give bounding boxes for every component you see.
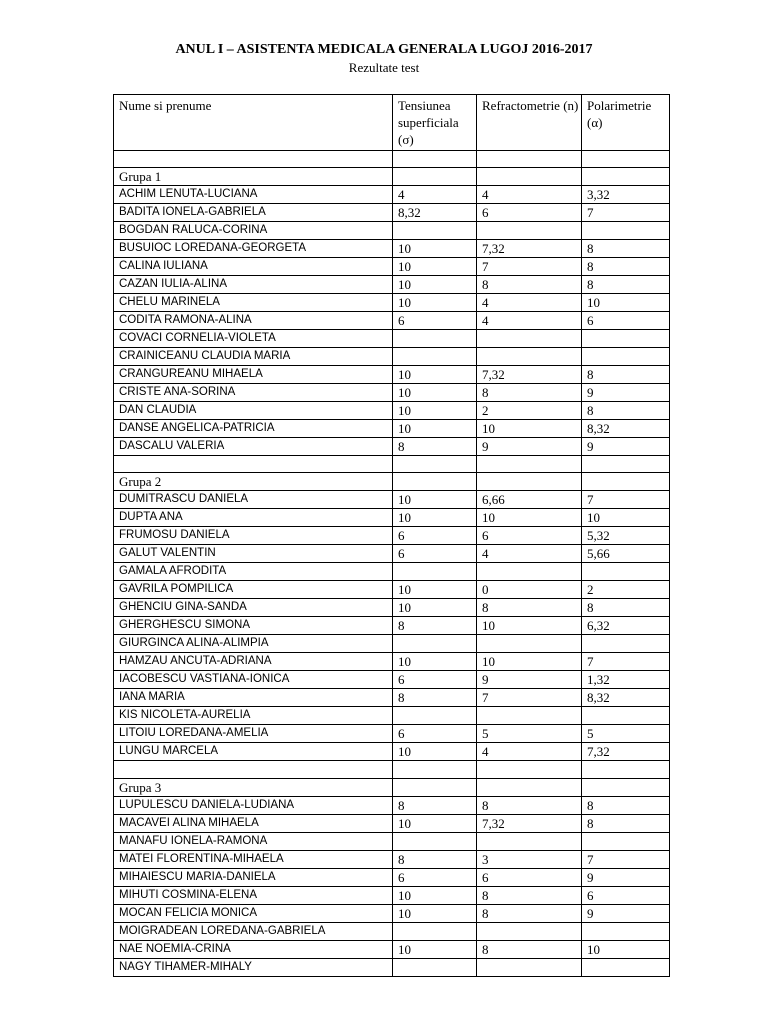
table-row	[114, 222, 670, 240]
surface-tension-cell	[393, 958, 477, 976]
name-cell: CHELU MARINELA	[114, 294, 393, 312]
name-cell: DUMITRASCU DANIELA	[114, 491, 393, 509]
name-cell: MIHUTI COSMINA-ELENA	[114, 886, 393, 904]
polarimetry-cell: 8	[582, 276, 670, 294]
polarimetry-cell: 10	[582, 294, 670, 312]
table-row	[114, 922, 670, 940]
surface-tension-cell	[393, 778, 477, 796]
refractometry-cell	[477, 473, 582, 491]
refractometry-cell: 2	[477, 402, 582, 420]
polarimetry-cell: 5,32	[582, 527, 670, 545]
refractometry-cell: 10	[477, 653, 582, 671]
group-label: Grupa 2	[114, 473, 393, 491]
name-cell: CRAINICEANU CLAUDIA MARIA	[114, 348, 393, 366]
surface-tension-cell: 8	[393, 438, 477, 456]
refractometry-cell: 5	[477, 725, 582, 743]
group-header-row	[114, 778, 670, 796]
surface-tension-cell: 10	[393, 294, 477, 312]
polarimetry-cell: 10	[582, 509, 670, 527]
table-row	[114, 814, 670, 832]
surface-tension-cell	[393, 348, 477, 366]
polarimetry-cell: 7	[582, 491, 670, 509]
polarimetry-cell: 7	[582, 653, 670, 671]
refractometry-cell: 8	[477, 904, 582, 922]
surface-tension-cell: 10	[393, 940, 477, 958]
refractometry-cell: 8	[477, 796, 582, 814]
refractometry-cell	[477, 151, 582, 168]
polarimetry-cell: 1,32	[582, 671, 670, 689]
refractometry-cell	[477, 707, 582, 725]
table-row	[114, 240, 670, 258]
group-header-row	[114, 168, 670, 186]
name-cell: CRISTE ANA-SORINA	[114, 384, 393, 402]
name-cell: MOCAN FELICIA MONICA	[114, 904, 393, 922]
name-cell: KIS NICOLETA-AURELIA	[114, 707, 393, 725]
refractometry-cell	[477, 778, 582, 796]
name-cell	[114, 151, 393, 168]
polarimetry-cell	[582, 707, 670, 725]
polarimetry-cell	[582, 348, 670, 366]
refractometry-cell	[477, 348, 582, 366]
refractometry-cell: 7	[477, 258, 582, 276]
name-cell: MACAVEI ALINA MIHAELA	[114, 814, 393, 832]
group-header-row	[114, 473, 670, 491]
surface-tension-cell: 10	[393, 509, 477, 527]
polarimetry-cell: 9	[582, 438, 670, 456]
surface-tension-cell: 10	[393, 276, 477, 294]
surface-tension-cell	[393, 832, 477, 850]
surface-tension-cell	[393, 456, 477, 473]
name-cell: GHENCIU GINA-SANDA	[114, 599, 393, 617]
table-row	[114, 617, 670, 635]
table-row	[114, 545, 670, 563]
name-cell: DANSE ANGELICA-PATRICIA	[114, 420, 393, 438]
polarimetry-cell	[582, 222, 670, 240]
polarimetry-cell: 9	[582, 868, 670, 886]
table-row	[114, 940, 670, 958]
table-row	[114, 725, 670, 743]
surface-tension-cell: 10	[393, 886, 477, 904]
name-cell: COVACI CORNELIA-VIOLETA	[114, 330, 393, 348]
name-cell: DAN CLAUDIA	[114, 402, 393, 420]
name-cell: GALUT VALENTIN	[114, 545, 393, 563]
name-cell: NAGY TIHAMER-MIHALY	[114, 958, 393, 976]
table-row	[114, 886, 670, 904]
table-row	[114, 402, 670, 420]
header-polarimetry: Polarimetrie (α)	[582, 95, 670, 151]
polarimetry-cell	[582, 563, 670, 581]
refractometry-cell: 8	[477, 276, 582, 294]
polarimetry-cell: 5	[582, 725, 670, 743]
polarimetry-cell	[582, 456, 670, 473]
table-row	[114, 420, 670, 438]
table-row	[114, 509, 670, 527]
table-row	[114, 312, 670, 330]
name-cell: MATEI FLORENTINA-MIHAELA	[114, 850, 393, 868]
name-cell	[114, 456, 393, 473]
name-cell: IACOBESCU VASTIANA-IONICA	[114, 671, 393, 689]
polarimetry-cell	[582, 635, 670, 653]
name-cell: ACHIM LENUTA-LUCIANA	[114, 186, 393, 204]
surface-tension-cell: 10	[393, 240, 477, 258]
surface-tension-cell	[393, 330, 477, 348]
refractometry-cell: 4	[477, 186, 582, 204]
polarimetry-cell: 9	[582, 384, 670, 402]
name-cell: MANAFU IONELA-RAMONA	[114, 832, 393, 850]
surface-tension-cell: 10	[393, 581, 477, 599]
header-refractometry: Refractometrie (n)	[477, 95, 582, 151]
blank-row	[114, 151, 670, 168]
surface-tension-cell: 4	[393, 186, 477, 204]
polarimetry-cell	[582, 473, 670, 491]
table-row	[114, 671, 670, 689]
refractometry-cell	[477, 832, 582, 850]
refractometry-cell: 7,32	[477, 366, 582, 384]
table-row	[114, 527, 670, 545]
refractometry-cell: 4	[477, 545, 582, 563]
table-row	[114, 294, 670, 312]
polarimetry-cell: 8	[582, 814, 670, 832]
surface-tension-cell: 6	[393, 868, 477, 886]
name-cell: MOIGRADEAN LOREDANA-GABRIELA	[114, 922, 393, 940]
surface-tension-cell: 6	[393, 545, 477, 563]
polarimetry-cell: 9	[582, 904, 670, 922]
table-row	[114, 186, 670, 204]
surface-tension-cell	[393, 761, 477, 778]
table-header-row	[114, 95, 670, 151]
refractometry-cell	[477, 168, 582, 186]
polarimetry-cell: 7	[582, 850, 670, 868]
name-cell: FRUMOSU DANIELA	[114, 527, 393, 545]
table-row	[114, 276, 670, 294]
surface-tension-cell: 8,32	[393, 204, 477, 222]
surface-tension-cell	[393, 151, 477, 168]
surface-tension-cell: 10	[393, 904, 477, 922]
refractometry-cell: 7,32	[477, 240, 582, 258]
polarimetry-cell: 10	[582, 940, 670, 958]
refractometry-cell	[477, 958, 582, 976]
polarimetry-cell	[582, 330, 670, 348]
surface-tension-cell	[393, 707, 477, 725]
name-cell: LITOIU LOREDANA-AMELIA	[114, 725, 393, 743]
surface-tension-cell: 10	[393, 384, 477, 402]
blank-row	[114, 456, 670, 473]
polarimetry-cell: 8,32	[582, 420, 670, 438]
name-cell: MIHAIESCU MARIA-DANIELA	[114, 868, 393, 886]
name-cell: GHERGHESCU SIMONA	[114, 617, 393, 635]
polarimetry-cell	[582, 832, 670, 850]
polarimetry-cell: 2	[582, 581, 670, 599]
polarimetry-cell: 8	[582, 366, 670, 384]
name-cell: BOGDAN RALUCA-CORINA	[114, 222, 393, 240]
surface-tension-cell: 8	[393, 796, 477, 814]
table-row	[114, 563, 670, 581]
surface-tension-cell: 8	[393, 617, 477, 635]
refractometry-cell: 8	[477, 384, 582, 402]
polarimetry-cell: 8	[582, 240, 670, 258]
table-row	[114, 958, 670, 976]
polarimetry-cell	[582, 958, 670, 976]
name-cell: LUNGU MARCELA	[114, 743, 393, 761]
refractometry-cell	[477, 922, 582, 940]
name-cell: GAMALA AFRODITA	[114, 563, 393, 581]
document-subtitle: Rezultate test	[348, 60, 420, 75]
table-row	[114, 581, 670, 599]
polarimetry-cell	[582, 151, 670, 168]
table-row	[114, 204, 670, 222]
name-cell: HAMZAU ANCUTA-ADRIANA	[114, 653, 393, 671]
surface-tension-cell: 10	[393, 420, 477, 438]
surface-tension-cell: 10	[393, 491, 477, 509]
table-row	[114, 330, 670, 348]
surface-tension-cell: 6	[393, 725, 477, 743]
refractometry-cell: 10	[477, 617, 582, 635]
refractometry-cell	[477, 456, 582, 473]
refractometry-cell	[477, 330, 582, 348]
blank-row	[114, 761, 670, 778]
table-row	[114, 348, 670, 366]
table-row	[114, 743, 670, 761]
surface-tension-cell: 10	[393, 366, 477, 384]
table-row	[114, 438, 670, 456]
name-cell: CRANGUREANU MIHAELA	[114, 366, 393, 384]
table-row	[114, 384, 670, 402]
table-row	[114, 707, 670, 725]
polarimetry-cell: 6,32	[582, 617, 670, 635]
surface-tension-cell	[393, 563, 477, 581]
polarimetry-cell: 5,66	[582, 545, 670, 563]
refractometry-cell: 8	[477, 599, 582, 617]
polarimetry-cell	[582, 761, 670, 778]
refractometry-cell: 3	[477, 850, 582, 868]
polarimetry-cell	[582, 168, 670, 186]
refractometry-cell: 4	[477, 743, 582, 761]
table-row	[114, 258, 670, 276]
refractometry-cell: 8	[477, 940, 582, 958]
surface-tension-cell: 6	[393, 312, 477, 330]
refractometry-cell: 9	[477, 438, 582, 456]
surface-tension-cell: 6	[393, 527, 477, 545]
table-row	[114, 850, 670, 868]
refractometry-cell: 6	[477, 868, 582, 886]
refractometry-cell	[477, 635, 582, 653]
refractometry-cell: 10	[477, 509, 582, 527]
refractometry-cell	[477, 222, 582, 240]
name-cell: CODITA RAMONA-ALINA	[114, 312, 393, 330]
name-cell: BADITA IONELA-GABRIELA	[114, 204, 393, 222]
polarimetry-cell: 6	[582, 886, 670, 904]
table-row	[114, 832, 670, 850]
table-row	[114, 635, 670, 653]
table-row	[114, 599, 670, 617]
refractometry-cell	[477, 761, 582, 778]
surface-tension-cell: 10	[393, 402, 477, 420]
header-name: Nume si prenume	[114, 95, 393, 151]
name-cell: NAE NOEMIA-CRINA	[114, 940, 393, 958]
header-surface-tension: Tensiunea superficiala (σ)	[393, 95, 477, 151]
surface-tension-cell	[393, 635, 477, 653]
document-title: ANUL I – ASISTENTA MEDICALA GENERALA LUGOJ 2016-2017	[175, 42, 593, 57]
results-table-body	[114, 95, 670, 977]
name-cell: GIURGINCA ALINA-ALIMPIA	[114, 635, 393, 653]
surface-tension-cell: 10	[393, 599, 477, 617]
polarimetry-cell: 8	[582, 796, 670, 814]
table-row	[114, 366, 670, 384]
refractometry-cell: 4	[477, 312, 582, 330]
refractometry-cell: 10	[477, 420, 582, 438]
surface-tension-cell: 10	[393, 743, 477, 761]
surface-tension-cell: 8	[393, 689, 477, 707]
name-cell: DASCALU VALERIA	[114, 438, 393, 456]
surface-tension-cell	[393, 222, 477, 240]
table-row	[114, 689, 670, 707]
name-cell: CALINA IULIANA	[114, 258, 393, 276]
polarimetry-cell: 7	[582, 204, 670, 222]
surface-tension-cell	[393, 473, 477, 491]
group-label: Grupa 3	[114, 778, 393, 796]
name-cell: IANA MARIA	[114, 689, 393, 707]
surface-tension-cell: 6	[393, 671, 477, 689]
table-row	[114, 491, 670, 509]
name-cell: GAVRILA POMPILICA	[114, 581, 393, 599]
surface-tension-cell: 10	[393, 814, 477, 832]
table-row	[114, 796, 670, 814]
refractometry-cell: 8	[477, 886, 582, 904]
name-cell: DUPTA ANA	[114, 509, 393, 527]
refractometry-cell: 7,32	[477, 814, 582, 832]
surface-tension-cell	[393, 168, 477, 186]
polarimetry-cell	[582, 778, 670, 796]
name-cell: LUPULESCU DANIELA-LUDIANA	[114, 796, 393, 814]
polarimetry-cell: 7,32	[582, 743, 670, 761]
refractometry-cell: 6	[477, 527, 582, 545]
surface-tension-cell	[393, 922, 477, 940]
group-label: Grupa 1	[114, 168, 393, 186]
polarimetry-cell: 6	[582, 312, 670, 330]
table-row	[114, 904, 670, 922]
table-row	[114, 868, 670, 886]
surface-tension-cell: 8	[393, 850, 477, 868]
refractometry-cell: 9	[477, 671, 582, 689]
refractometry-cell: 7	[477, 689, 582, 707]
name-cell: BUSUIOC LOREDANA-GEORGETA	[114, 240, 393, 258]
polarimetry-cell: 8,32	[582, 689, 670, 707]
results-table	[113, 94, 670, 977]
refractometry-cell: 6,66	[477, 491, 582, 509]
name-cell: CAZAN IULIA-ALINA	[114, 276, 393, 294]
polarimetry-cell	[582, 922, 670, 940]
table-row	[114, 653, 670, 671]
surface-tension-cell: 10	[393, 258, 477, 276]
refractometry-cell: 6	[477, 204, 582, 222]
refractometry-cell	[477, 563, 582, 581]
polarimetry-cell: 8	[582, 258, 670, 276]
polarimetry-cell: 3,32	[582, 186, 670, 204]
polarimetry-cell: 8	[582, 402, 670, 420]
refractometry-cell: 4	[477, 294, 582, 312]
refractometry-cell: 0	[477, 581, 582, 599]
name-cell	[114, 761, 393, 778]
polarimetry-cell: 8	[582, 599, 670, 617]
surface-tension-cell: 10	[393, 653, 477, 671]
